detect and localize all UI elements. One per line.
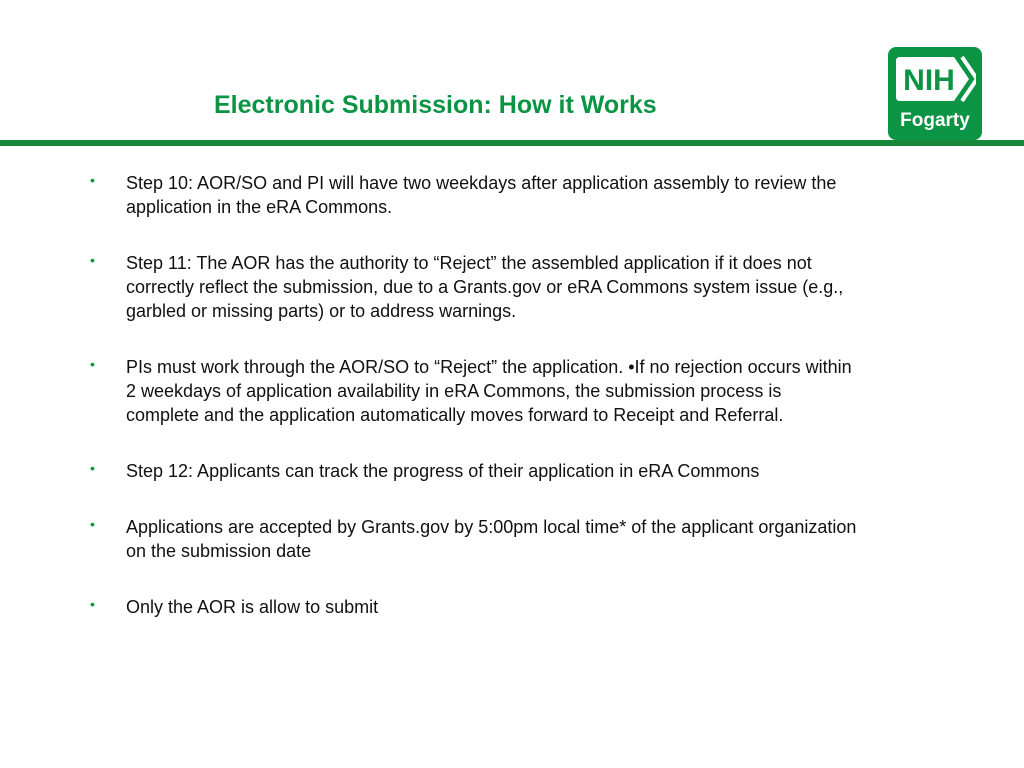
logo-nih-text: NIH [903, 64, 955, 97]
nih-arrow-badge-icon [894, 55, 976, 103]
bullet-item [90, 171, 950, 219]
bullet-dot: • [90, 596, 95, 612]
nih-fogarty-logo [888, 47, 982, 140]
bullet-dot: • [90, 516, 95, 532]
bullet-text: PIs must work through the AOR/SO to “Reject” the application. •If no rejection occurs within 2 weekdays of application availability in eRA Commons, the submission process is complete and the application automatically moves forward to Receipt and Referral. [126, 357, 852, 425]
bullet-item [90, 251, 950, 323]
bullet-dot: • [90, 252, 95, 268]
bullet-text: Only the AOR is allow to submit [126, 597, 379, 617]
bullet-item [90, 595, 950, 619]
bullet-dot: • [90, 460, 95, 476]
slide-title: Electronic Submission: How it Works [214, 91, 657, 119]
bullet-text: Step 10: AOR/SO and PI will have two weekdays after application assembly to review the application in the eRA Commons. [126, 173, 837, 217]
logo-fogarty-text: Fogarty [900, 110, 970, 131]
bullet-text: Step 12: Applicants can track the progress of their application in eRA Commons [126, 461, 760, 481]
bullet-item [90, 355, 950, 427]
bullet-list [90, 171, 950, 651]
bullet-text: Applications are accepted by Grants.gov by 5:00pm local time* of the applicant organization on the submission date [126, 517, 857, 561]
bullet-dot: • [90, 356, 95, 372]
title-divider [0, 140, 1024, 146]
bullet-dot: • [90, 172, 95, 188]
bullet-text: Step 11: The AOR has the authority to “Reject” the assembled application if it does not correctly reflect the submission, due to a Grants.gov or eRA Commons system issue (e.g., garbled or missing parts) or to address warnings. [126, 253, 844, 321]
bullet-item [90, 459, 950, 483]
bullet-item [90, 515, 950, 563]
